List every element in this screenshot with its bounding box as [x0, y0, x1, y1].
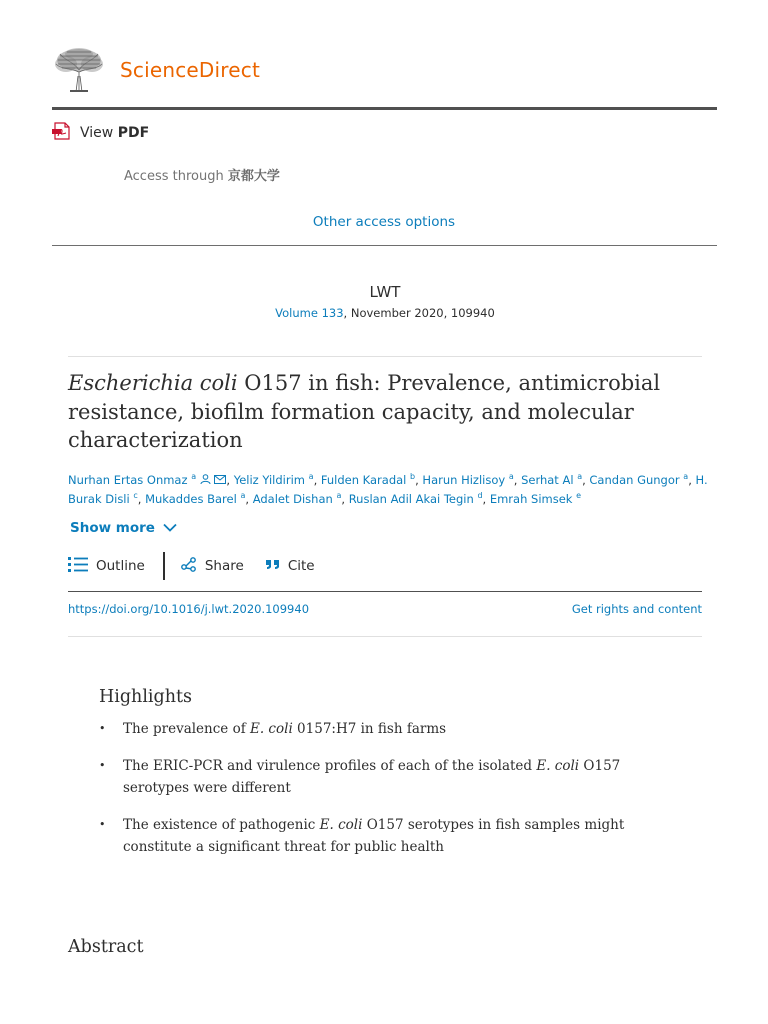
show-more-label: Show more — [70, 520, 155, 536]
toolbar-divider-line — [68, 591, 702, 592]
title-line3: characterization — [68, 428, 243, 452]
access-prefix: Access through — [124, 169, 224, 184]
outline-label: Outline — [96, 558, 145, 574]
header-divider — [52, 107, 717, 110]
list-item: • The prevalence of E. coli 0157:H7 in fish farms — [99, 718, 689, 740]
institution-access[interactable] — [124, 165, 280, 184]
view-pdf-bold: PDF — [117, 125, 150, 141]
chevron-down-icon — [163, 520, 177, 536]
share-button[interactable] — [181, 556, 244, 576]
view-pdf-button[interactable] — [52, 122, 149, 144]
rights-link[interactable]: Get rights and content — [571, 602, 702, 616]
doi-divider — [68, 636, 702, 637]
cite-button[interactable] — [266, 558, 315, 574]
author-link[interactable]: Nurhan Ertas Onmaz $^a$ — [68, 472, 197, 487]
person-icon[interactable] — [200, 473, 211, 487]
access-divider — [52, 245, 717, 246]
volume-link[interactable]: Volume 133 — [275, 306, 344, 320]
pdf-icon — [52, 122, 72, 144]
title-organism: Escherichia coli — [68, 371, 238, 395]
issue-info: , November 2020, 109940 — [343, 306, 495, 320]
share-label: Share — [204, 558, 244, 574]
show-more-button[interactable] — [70, 520, 177, 536]
list-item: • The ERIC-PCR and virulence profiles of each of the isolated E. coli O157 serotypes were different — [99, 755, 689, 799]
elsevier-tree-logo[interactable] — [52, 46, 106, 94]
title-line1: O157 in fish: Prevalence, antimicrobial — [237, 371, 661, 395]
author-link[interactable]: Mukaddes Barel $^a$ — [145, 491, 246, 506]
author-link[interactable]: Adalet Dishan $^a$ — [252, 491, 342, 506]
author-link[interactable]: Yeliz Yildirim $^a$ — [233, 472, 314, 487]
author-link[interactable]: Emrah Simsek $^e$ — [489, 491, 582, 506]
article-toolbar — [68, 551, 315, 581]
author-link[interactable]: H. Burak Disli $^c$ — [68, 473, 708, 506]
cite-label: Cite — [287, 558, 315, 574]
brand-name[interactable]: ScienceDirect — [120, 58, 261, 82]
envelope-icon[interactable] — [214, 473, 226, 487]
article-title — [68, 369, 688, 455]
journal-volume — [0, 306, 768, 320]
title-line2: resistance, biofilm formation capacity, and molecular — [68, 399, 634, 424]
author-link[interactable]: Ruslan Adil Akai Tegin $^d$ — [348, 491, 483, 506]
list-item: • The existence of pathogenic E. coli O157 serotypes in fish samples might constitute a significant threat for public health — [99, 814, 689, 858]
journal-name[interactable]: LWT — [369, 283, 401, 301]
view-pdf-label: View — [80, 125, 114, 141]
highlights-list — [99, 718, 689, 873]
doi-link[interactable]: https://doi.org/10.1016/j.lwt.2020.109940 — [68, 602, 310, 616]
author-link[interactable]: Candan Gungor $^a$ — [589, 472, 689, 487]
outline-button[interactable] — [68, 556, 145, 576]
other-access-options-link[interactable]: Other access options — [312, 214, 456, 230]
toolbar-divider — [163, 552, 165, 580]
share-icon — [181, 556, 197, 576]
author-link[interactable]: Fulden Karadal $^b$ — [320, 472, 416, 487]
title-divider — [68, 356, 702, 357]
author-link[interactable]: Serhat Al $^a$ — [521, 472, 583, 487]
institution-name: 京都大学 — [227, 169, 280, 184]
abstract-heading: Abstract — [68, 937, 144, 957]
list-icon — [68, 556, 88, 576]
quote-icon — [266, 558, 280, 574]
highlights-heading: Highlights — [99, 687, 193, 707]
author-list: Nurhan Ertas Onmaz $^a$ , Yeliz Yildirim $^a$, Fulden Karadal $^b$, Harun Hizlisoy $^a$, Serhat Al $^a$, Candan Gungor $^a$, H. Burak Disli $^c$, Mukaddes Barel $^a$, Adalet Dishan $^a$, Ruslan Adil Akai Tegin $^d$, Emrah Simsek $^e$ — [68, 472, 708, 506]
author-link[interactable]: Harun Hizlisoy $^a$ — [422, 472, 514, 487]
